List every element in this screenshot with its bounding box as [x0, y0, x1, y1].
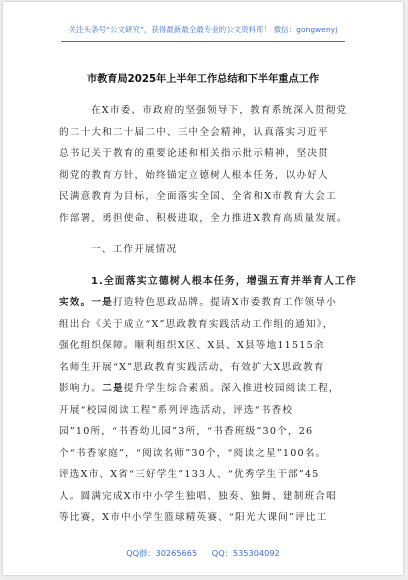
paragraph-line: 民满意教育为目标，全面落实全国、全省和X市教育大会工	[59, 191, 337, 202]
subsection-heading-end: 实效。	[59, 297, 92, 308]
paragraph-text: 打造特色思政品牌。提请X市委教育工作领导小	[112, 297, 337, 308]
paragraph-line: 彻党的教育方针，始终锚定立德树人根本任务，以办好人	[59, 169, 329, 181]
subsection-heading: 1.全面落实立德树人根本任务，增强五育并举育人工作	[91, 275, 357, 287]
paragraph-text: 影响力。	[59, 383, 103, 394]
footer-contact	[3, 548, 403, 559]
paragraph-line: 强化组织保障。顺利组织X区、X县、X县等地11515余	[59, 340, 325, 351]
paragraph-line: 等比赛，X市中小学生篮球精英赛、“阳光大课间”评比工	[59, 512, 328, 523]
document-body	[59, 100, 357, 529]
header-divider	[61, 41, 345, 42]
paragraph-line: 的二十大和二十届二中、三中全会精神，认真落实习近平	[59, 126, 329, 138]
paragraph-line: 开展“校园阅读工程”系列评选活动，评选“书香校	[59, 404, 294, 416]
paragraph-line: 作部署，勇担使命、积极进取，全力推进X教育高质量发展。	[59, 212, 348, 224]
paragraph-line: 园”10所，“书香幼儿园”3所，“书香班级”30个，26	[59, 426, 314, 437]
document-title: 市教育局2025年上半年工作总结和下半年重点工作	[86, 74, 320, 85]
paragraph-line: 评选X市、X省“三好学生”133人、“优秀学生干部”45	[59, 469, 320, 480]
document-page	[3, 2, 403, 575]
paragraph-line: 名师生开展“X”思政教育实践活动，有效扩大X思政教育	[59, 361, 325, 373]
paragraph-line: 组出台《关于成立“X”思政教育实践活动工作组的通知》，	[59, 318, 334, 330]
paragraph-line	[59, 292, 349, 314]
footer-qq-group: QQ群：30265665	[126, 548, 198, 558]
paragraph-line: 总书记关于教育的重要论述和相关指示批示精神，坚决贯	[59, 148, 329, 159]
paragraph-line: 在X市委、市政府的坚强领导下，教育系统深入贯彻党	[91, 105, 348, 116]
header-note: 关注头条号“公文研究”，获得最新最全最专业的公文资料库！ 微信：gongwenyj	[68, 25, 338, 34]
footer-qq: QQ：535304092	[211, 548, 280, 558]
paragraph-line: 个“书香家庭”，“阅读名师”30个，“阅读之星”100名。	[59, 447, 327, 459]
paragraph-line: 人。圆满完成X市中小学生独唱、独奏、独舞、建制班合唱	[59, 490, 337, 502]
key-point-marker: 二是	[102, 383, 124, 394]
paragraph-line	[59, 378, 349, 400]
section-heading: 一、工作开展情况	[91, 244, 178, 255]
paragraph-text: 提升学生综合素质。深入推进校园阅读工程，	[123, 383, 340, 394]
key-point-marker: 一是	[91, 297, 113, 308]
